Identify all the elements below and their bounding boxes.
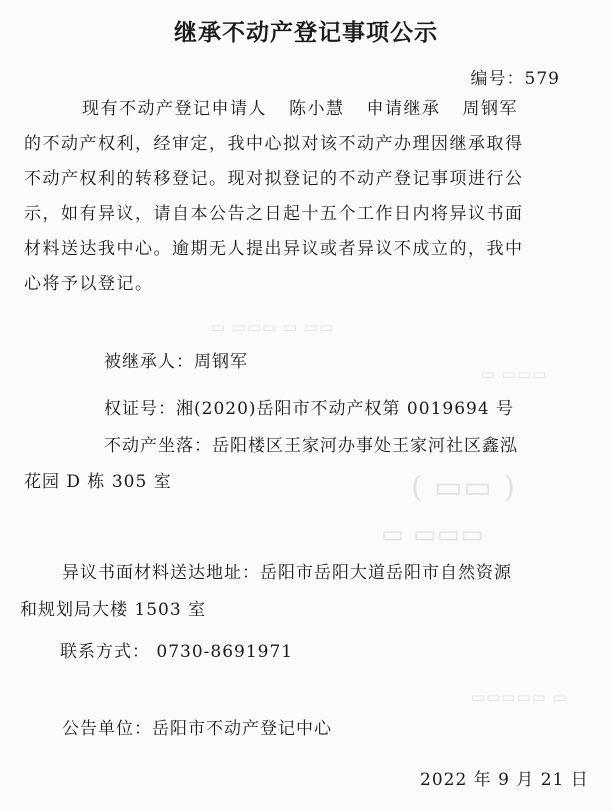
body-line: 材料送达我中心。逾期无人提出异议或者异议不成立的，我中 (24, 239, 524, 259)
objection-address-field: 异议书面材料送达地址：岳阳市岳阳大道岳阳市自然资源 (62, 563, 512, 583)
body-text: 现有不动产登记申请人 (82, 99, 267, 119)
body-line (24, 92, 588, 127)
body-line: 心将予以登记。 (24, 274, 154, 294)
show-through-mark: ▭ ▭▭▭▭▭ (470, 688, 567, 706)
body-text: 申请继承 (366, 99, 441, 119)
notice-body (24, 92, 588, 302)
show-through-mark: ( ▭▭ ) (410, 470, 516, 505)
show-through-mark: ▭▭▭ ▭ (380, 520, 484, 548)
serial-number: 编号：579 (470, 69, 560, 89)
objection-address-field-cont: 和规划局大楼 1503 室 (20, 600, 207, 620)
show-through-mark: ▭▭ ▭ ▭▭▭ ▭ (210, 318, 334, 336)
location-field-cont: 花园 D 栋 305 室 (24, 472, 172, 492)
contact-field: 联系方式： 0730-8691971 (60, 642, 294, 662)
show-through-mark: ▭▭▭ ▭ (480, 365, 547, 383)
location-field: 不动产坐落：岳阳楼区王家河办事处王家河社区鑫泓 (104, 436, 518, 456)
page-title: 继承不动产登记事项公示 (174, 20, 438, 46)
issuer-field: 公告单位：岳阳市不动产登记中心 (62, 719, 332, 739)
decedent-field: 被继承人：周钢军 (104, 352, 248, 372)
certificate-field: 权证号：湘(2020)岳阳市不动产权第 0019694 号 (104, 399, 515, 419)
body-line: 不动产权利的转移登记。现对拟登记的不动产登记事项进行公 (24, 169, 524, 189)
applicant-name: 陈小慧 (289, 99, 345, 119)
decedent-name: 周钢军 (462, 99, 518, 119)
body-line: 示，如有异议，请自本公告之日起十五个工作日内将异议书面 (24, 204, 524, 224)
body-line: 的不动产权利，经审定，我中心拟对该不动产办理因继承取得 (24, 134, 524, 154)
issue-date: 2022 年 9 月 21 日 (420, 770, 589, 790)
